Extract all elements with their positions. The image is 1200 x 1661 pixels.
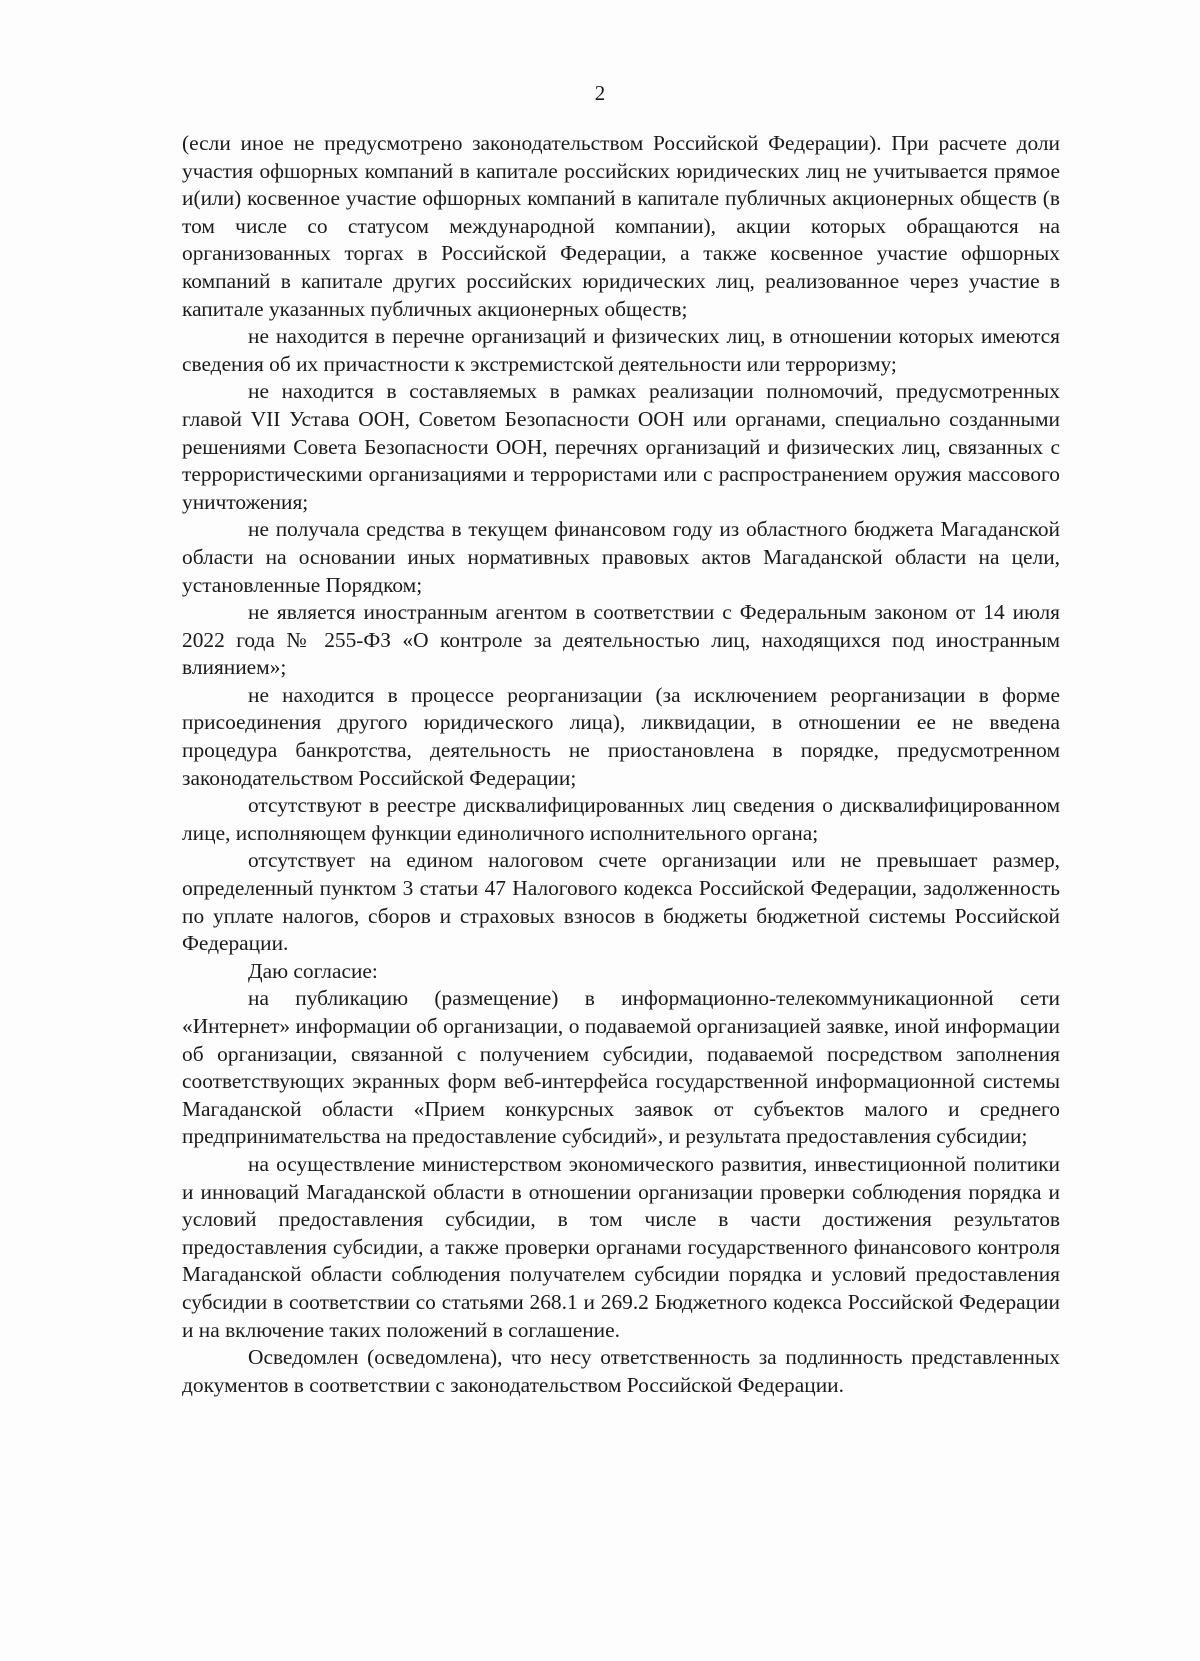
paragraph-offshore-participation: (если иное не предусмотрено законодательством Российской Федерации). При расчете доли участия офшорных компаний в капитале российских юридических лиц не учитывается прямое и(или) косвенное участие офшорных компаний в капитале публичных акционерных обществ (в том числе со статусом международной компании), акции которых обращаются на организованных торгах в Российской Федерации, а также косвенное участие офшорных компаний в капитале других российских юридических лиц, реализованное через участие в капитале указанных публичных акционерных обществ; xyxy=(182,131,1060,321)
paragraph-consent-heading: Даю согласие: xyxy=(248,958,378,983)
document-body xyxy=(182,130,1060,1399)
page-number: 2 xyxy=(594,81,606,105)
paragraph-reorganization: не находится в процессе реорганизации (за исключением реорганизации в форме присоединения другого юридического лица), ликвидации, в отношении ее не введена процедура банкротства, деятельность не приостановлена в порядке, предусмотренном законодательством Российской Федерации; xyxy=(182,682,1060,790)
paragraph-un-lists: не находится в составляемых в рамках реализации полномочий, предусмотренных главой VII Устава ООН, Советом Безопасности ООН или органами, специально созданными решениями Совета Безопасности ООН, перечнях организаций и физических лиц, связанных с террористическими организациями и террористами или с распространением оружия массового уничтожения; xyxy=(182,379,1060,514)
paragraph-consent-publication: на публикацию (размещение) в информационно-телекоммуникационной сети «Интернет» информации об организации, о подаваемой организацией заявке, иной информации об организации, связанной с получением субсидии, подаваемой посредством заполнения соответствующих экранных форм веб-интерфейса государственной информационной системы Магаданской области «Прием конкурсных заявок от субъектов малого и среднего предпринимательства на предоставление субсидий», и результата предоставления субсидии; xyxy=(182,986,1060,1149)
paragraph-regional-budget-funds: не получала средства в текущем финансовом году из областного бюджета Магаданской области на основании иных нормативных правовых актов Магаданской области на цели, установленные Порядком; xyxy=(182,517,1060,597)
paragraph-consent-inspection: на осуществление министерством экономического развития, инвестиционной политики и инноваций Магаданской области в отношении организации проверки соблюдения порядка и условий предоставления субсидии, в том числе в части достижения результатов предоставления субсидии, а также проверки органами государственного финансового контроля Магаданской области соблюдения получателем субсидии порядка и условий предоставления субсидии в соответствии со статьями 268.1 и 269.2 Бюджетного кодекса Российской Федерации и на включение таких положений в соглашение. xyxy=(182,1151,1060,1342)
paragraph-foreign-agent: не является иностранным агентом в соответствии с Федеральным законом от 14 июля 2022 года № 255-ФЗ «О контроле за деятельностью лиц, находящихся под иностранным влиянием»; xyxy=(182,600,1060,680)
paragraph-extremism-list: не находится в перечне организаций и физических лиц, в отношении которых имеются сведения об их причастности к экстремистской деятельности или терроризму; xyxy=(182,324,1060,376)
paragraph-disqualified-persons: отсутствуют в реестре дисквалифицированных лиц сведения о дисквалифицированном лице, исполняющем функции единоличного исполнительного органа; xyxy=(182,793,1060,845)
paragraph-responsibility: Осведомлен (осведомлена), что несу ответственность за подлинность представленных документов в соответствии с законодательством Российской Федерации. xyxy=(182,1345,1060,1397)
paragraph-tax-debt: отсутствует на едином налоговом счете организации или не превышает размер, определенный пунктом 3 статьи 47 Налогового кодекса Российской Федерации, задолженность по уплате налогов, сборов и страховых взносов в бюджеты бюджетной системы Российской Федерации. xyxy=(182,848,1060,956)
